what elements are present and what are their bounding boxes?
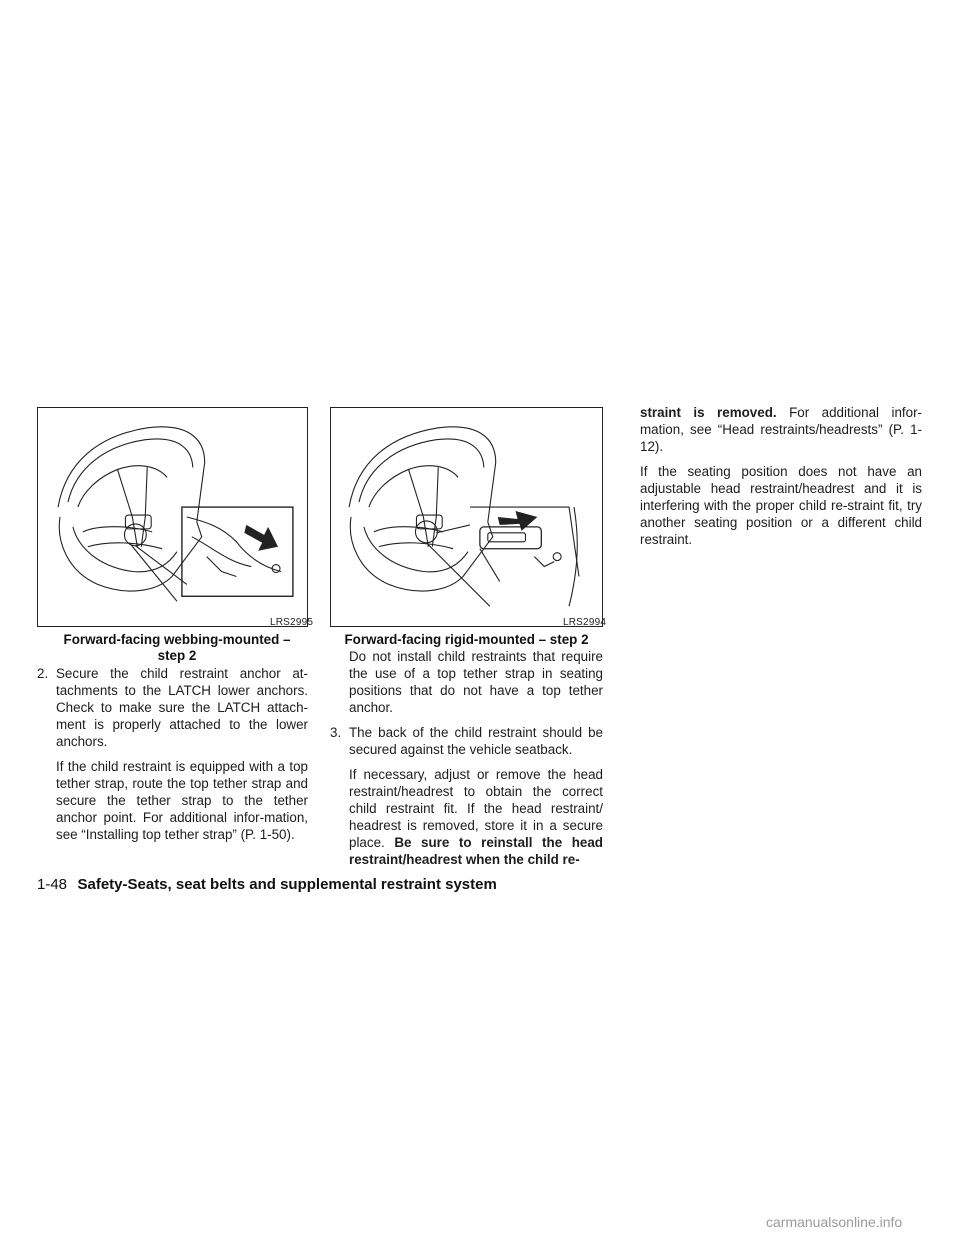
page-footer: [37, 876, 497, 894]
child-seat-illustration-webbing: [38, 408, 307, 626]
list-item-2: [37, 665, 308, 843]
paragraph: If the child restraint is equipped with a top tether strap, route the top tether strap and secure the tether strap to the tether anchor point. For additional infor-mation, see “Installing top tether strap” (P. 1-50).: [56, 759, 308, 842]
watermark[interactable]: carmanualsonline.info: [766, 1214, 903, 1230]
column-3-text: [640, 404, 922, 548]
warning-text: straint is removed.: [640, 405, 777, 420]
figure-code: LRS2995: [270, 617, 314, 628]
paragraph-text: For additional infor-mation, see “Head restraints/headrests” (P. 1-12).: [640, 405, 922, 454]
list-number: 2.: [37, 666, 49, 681]
list-item-text: The back of the child restraint should be secured against the vehicle seatback.: [349, 725, 603, 757]
paragraph: [640, 404, 922, 455]
list-item-3: [330, 724, 603, 868]
list-number: 3.: [330, 725, 342, 740]
paragraph-text: If necessary, adjust or remove the head restraint/headrest to obtain the correct child restraint fit. If the head restraint/ headrest is removed, store it in a secure place.: [349, 767, 603, 850]
list-item-text: Secure the child restraint anchor at-tachments to the LATCH lower anchors. Check to make sure the LATCH attach-ment is properly attached to the lower anchors.: [56, 666, 308, 749]
figure-rigid-mounted: [330, 407, 603, 627]
figure-caption-line1: Forward-facing webbing-mounted –: [63, 632, 291, 647]
column-2-text: [330, 648, 603, 868]
figure-caption-line2: step 2: [157, 648, 197, 663]
paragraph: [330, 766, 603, 868]
section-title: Safety-Seats, seat belts and supplemental restraint system: [77, 876, 497, 893]
figure-caption: [37, 632, 317, 664]
figure-webbing-mounted: [37, 407, 308, 627]
child-seat-illustration-rigid: [331, 408, 602, 626]
paragraph: If the seating position does not have an adjustable head restraint/headrest and it is interfering with the proper child re-straint fit, try another seating position or a different child restraint.: [640, 464, 922, 547]
page-number: 1-48: [37, 876, 68, 893]
paragraph: Do not install child restraints that require the use of a top tether strap in seating positions that do not have a top tether anchor.: [349, 649, 603, 715]
figure-caption: Forward-facing rigid-mounted – step 2: [344, 632, 589, 647]
figure-code: LRS2994: [563, 617, 607, 628]
warning-text: Be sure to reinstall the head restraint/headrest when the child re-: [349, 835, 603, 867]
